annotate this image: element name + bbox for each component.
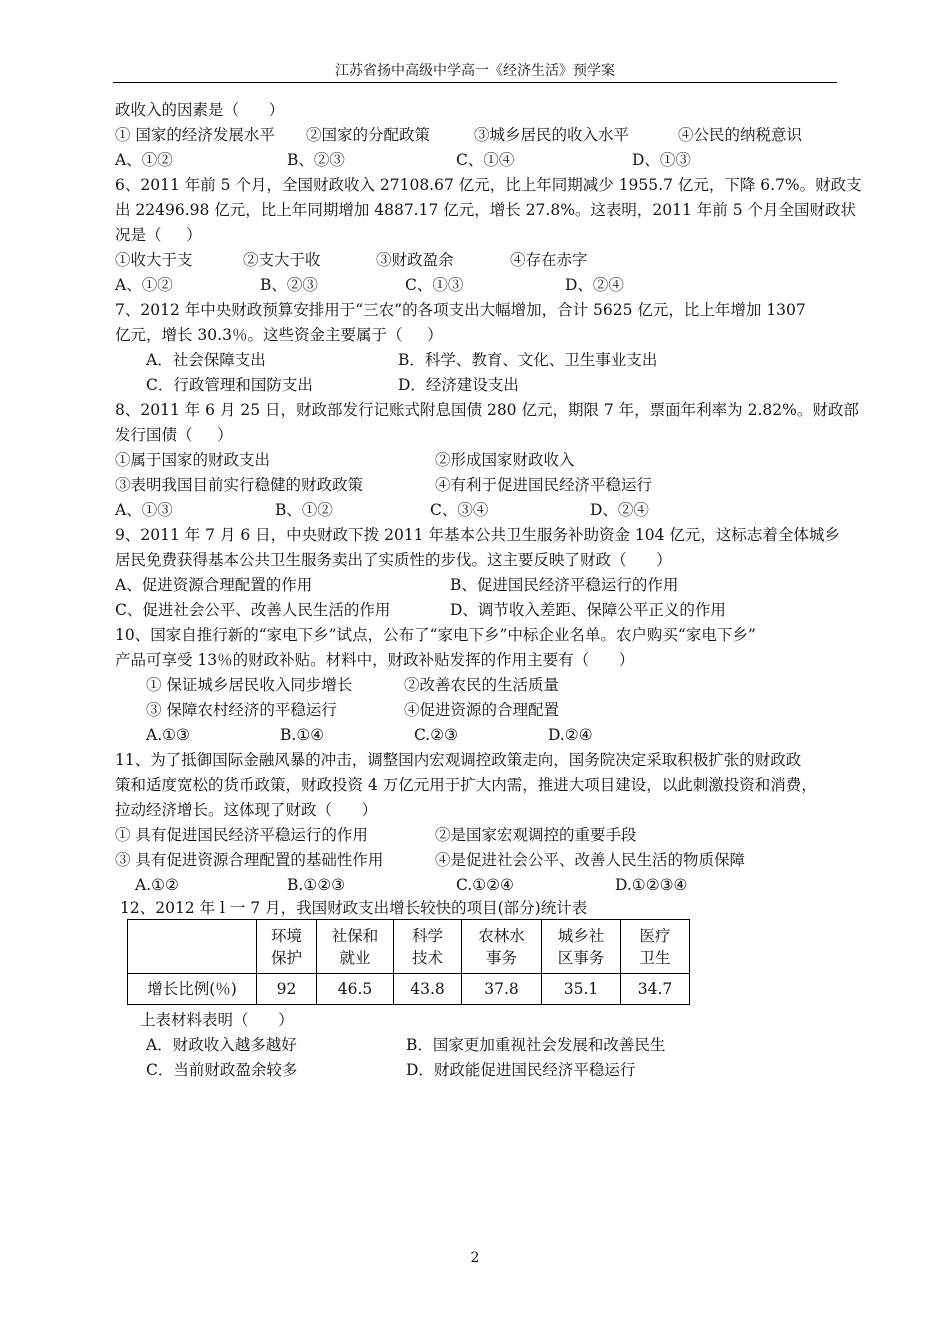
q9-option-c: C、促进社会公平、改善人民生活的作用 [115,601,391,619]
q7-option-d: D．经济建设支出 [398,376,519,394]
q11-line-1: 11、为了抵御国际金融风暴的冲击，调整国内宏观调控政策走向，国务院决定采取积极扩张的财政政 [115,751,802,769]
q10-item-2: ②改善农民的生活质量 [404,676,560,694]
q5-option-b: B、②③ [287,151,345,169]
expenditure-growth-table [127,919,690,1005]
q11-option-a: A.①② [135,876,179,894]
table-header-cell: 城乡社 区事务 [542,920,621,974]
q5-stem: 政收入的因素是（ ） [115,101,285,119]
table-header-cell: 社保和 就业 [317,920,394,974]
q6-item-1: ①收大于支 [115,251,193,269]
table-cell: 46.5 [317,974,394,1005]
q10-line-2: 产品可享受 13％的财政补贴。材料中，财政补贴发挥的作用主要有（ ） [115,651,635,669]
q9-line-2: 居民免费获得基本公共卫生服务卖出了实质性的步伐。这主要反映了财政（ ） [115,551,672,569]
q10-option-c: C.②③ [414,726,459,744]
table-row [128,974,690,1005]
q6-line-2: 出 22496.98 亿元，比上年同期增加 4887.17 亿元，增长 27.8%。这表明，2011 年前 5 个月全国财政状 [115,201,857,219]
q9-option-a: A、促进资源合理配置的作用 [115,576,313,594]
q9-line-1: 9、2011 年 7 月 6 日，中央财政下拨 2011 年基本公共卫生服务补助资金 104 亿元，这标志着全体城乡 [115,526,840,544]
q12-question: 上表材料表明（ ） [140,1011,294,1029]
q11-line-3: 拉动经济增长。这体现了财政（ ） [115,801,378,819]
q10-item-3: ③ 保障农村经济的平稳运行 [146,701,337,719]
table-cell: 34.7 [621,974,690,1005]
q12-option-b: B．国家更加重视社会发展和改善民生 [406,1036,666,1054]
q5-option-d: D、①③ [632,151,691,169]
q10-item-4: ④促进资源的合理配置 [404,701,560,719]
table-header-row [128,920,690,974]
q7-line-2: 亿元，增长 30.3％。这些资金主要属于（ ） [115,326,443,344]
q12-option-d: D．财政能促进国民经济平稳运行 [406,1061,636,1079]
table-header-cell: 医疗 卫生 [621,920,690,974]
table-header-cell: 科学 技术 [394,920,462,974]
q11-line-2: 策和适度宽松的货币政策，财政投资 4 万亿元用于扩大内需，推进大项目建设，以此刺激投资和消费， [115,776,817,794]
table-cell: 35.1 [542,974,621,1005]
q8-option-a: A、①③ [115,501,173,519]
q5-option-c: C、①④ [456,151,515,169]
q12-stem: 12、2012 年 l 一 7 月，我国财政支出增长较快的项目(部分)统计表 [120,899,588,917]
table-header-cell: 农林水 事务 [462,920,542,974]
q9-option-b: B、促进国民经济平稳运行的作用 [450,576,679,594]
q6-option-b: B、②③ [260,276,318,294]
q5-item-1: ① 国家的经济发展水平 [115,126,275,144]
q10-option-b: B.①④ [280,726,325,744]
q11-option-b: B.①②③ [287,876,346,894]
q11-item-4: ④是促进社会公平、改善人民生活的物质保障 [435,851,746,869]
q7-option-a: A．社会保障支出 [146,351,266,369]
q6-option-c: C、①③ [405,276,464,294]
q8-item-3: ③表明我国目前实行稳健的财政政策 [115,476,364,494]
q8-item-1: ①属于国家的财政支出 [115,451,271,469]
page-header: 江苏省扬中高级中学高一《经济生活》预学案 [335,63,615,79]
q12-option-c: C．当前财政盈余较多 [146,1061,298,1079]
q5-option-a: A、①② [115,151,173,169]
q7-option-c: C．行政管理和国防支出 [146,376,313,394]
q8-line-2: 发行国债（ ） [115,426,233,444]
table-corner-cell [128,920,257,974]
q10-line-1: 10、国家自推行新的“家电下乡”试点，公布了“家电下乡”中标企业名单。农户购买“家电下乡” [115,626,756,644]
q12-option-a: A．财政收入越多越好 [146,1036,297,1054]
header-divider [113,82,837,83]
q5-item-2: ②国家的分配政策 [306,126,431,144]
q5-item-3: ③城乡居民的收入水平 [474,126,630,144]
q11-item-3: ③ 具有促进资源合理配置的基础性作用 [115,851,384,869]
q6-item-3: ③财政盈余 [376,251,454,269]
q8-line-1: 8、2011 年 6 月 25 日，财政部发行记账式附息国债 280 亿元，期限 7 年，票面年利率为 2.82%。财政部 [115,401,859,419]
table-cell: 43.8 [394,974,462,1005]
q8-option-b: B、①② [275,501,333,519]
page-number: 2 [470,1250,480,1266]
q6-option-d: D、②④ [565,276,624,294]
q10-item-1: ① 保证城乡居民收入同步增长 [146,676,353,694]
q9-option-d: D、调节收入差距、保障公平正义的作用 [450,601,726,619]
q6-line-3: 况是（ ） [115,226,202,244]
q11-item-1: ① 具有促进国民经济平稳运行的作用 [115,826,368,844]
q10-option-d: D.②④ [548,726,593,744]
table-cell: 92 [257,974,317,1005]
q6-option-a: A、①② [115,276,173,294]
table-row-label: 增长比例(％) [128,974,257,1005]
q6-line-1: 6、2011 年前 5 个月，全国财政收入 27108.67 亿元，比上年同期减少 1955.7 亿元，下降 6.7%。财政支 [115,176,862,194]
q8-option-d: D、②④ [590,501,649,519]
q11-item-2: ②是国家宏观调控的重要手段 [435,826,637,844]
q7-option-b: B．科学、教育、文化、卫生事业支出 [398,351,658,369]
table-header-cell: 环境 保护 [257,920,317,974]
q6-item-4: ④存在赤字 [510,251,588,269]
q6-item-2: ②支大于收 [243,251,321,269]
q11-option-c: C.①②④ [456,876,514,894]
q7-line-1: 7、2012 年中央财政预算安排用于“三农”的各项支出大幅增加，合计 5625 亿元，比上年增加 1307 [115,301,806,319]
q11-option-d: D.①②③④ [615,876,688,894]
q8-item-2: ②形成国家财政收入 [435,451,575,469]
q8-option-c: C、③④ [430,501,489,519]
q5-item-4: ④公民的纳税意识 [678,126,803,144]
q10-option-a: A.①③ [146,726,190,744]
table-cell: 37.8 [462,974,542,1005]
q8-item-4: ④有利于促进国民经济平稳运行 [435,476,653,494]
